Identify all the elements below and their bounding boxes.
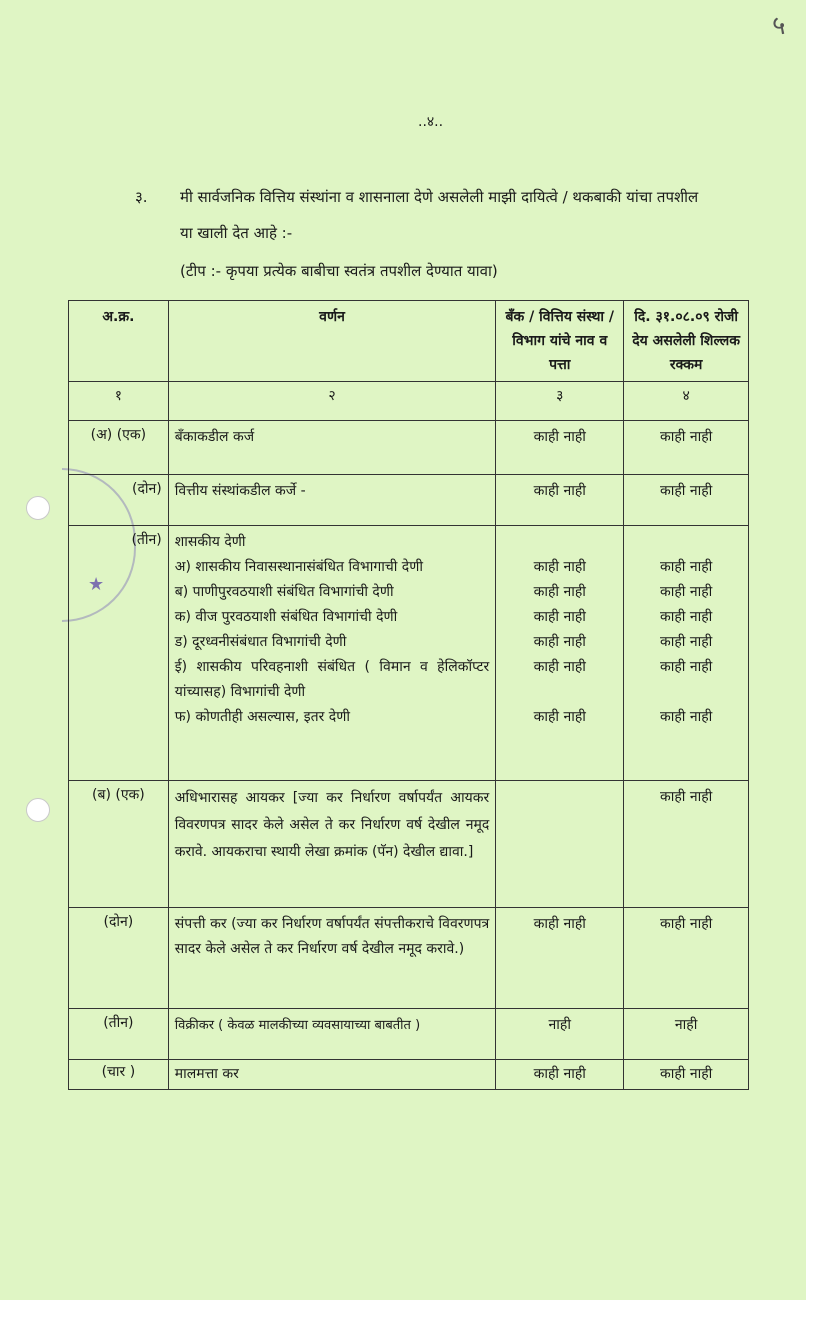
row-description: बँकाकडील कर्ज bbox=[168, 421, 496, 475]
sub-item-value: काही नाही bbox=[533, 634, 586, 650]
liabilities-table bbox=[68, 300, 749, 1090]
header-balance: दि. ३१.०८.०९ रोजी देय असलेली शिल्लक रक्कम bbox=[624, 301, 749, 382]
stamp-star-icon: ★ bbox=[88, 574, 105, 595]
row-col3: काही नाही bbox=[496, 421, 624, 475]
row-description: वित्तीय संस्थांकडील कर्जे - bbox=[168, 475, 496, 526]
sub-item-value: काही नाही bbox=[659, 559, 713, 575]
table-row bbox=[69, 526, 749, 781]
table-row bbox=[69, 421, 749, 475]
row-col4: काही नाही bbox=[624, 1060, 749, 1090]
handwritten-page-number: ५ bbox=[772, 11, 786, 41]
table-row bbox=[69, 1009, 749, 1060]
row-description: संपत्ती कर (ज्या कर निर्धारण वर्षापर्यंत संपत्तीकराचे विवरणपत्र सादर केले असेल ते कर निर्धारण वर्ष देखील नमूद करावे.) bbox=[168, 908, 496, 1009]
punch-hole bbox=[26, 496, 50, 520]
sub-item-value: काही नाही bbox=[533, 659, 586, 675]
paragraph-number: ३. bbox=[135, 188, 148, 206]
row-col4: काही नाही bbox=[624, 475, 749, 526]
row-serial: (ब) (एक) bbox=[69, 781, 169, 908]
column-number: ३ bbox=[496, 382, 624, 421]
paragraph-note: (टीप :- कृपया प्रत्येक बाबीचा स्वतंत्र तपशील देण्यात यावा) bbox=[180, 262, 498, 280]
table-row bbox=[69, 1060, 749, 1090]
row-serial: (तीन) bbox=[69, 1009, 169, 1060]
row-col4: काही नाही bbox=[624, 781, 749, 908]
row-serial: (दोन) bbox=[69, 475, 169, 526]
row-col3 bbox=[496, 781, 624, 908]
table-header-row bbox=[69, 301, 749, 382]
row-col3: काही नाही bbox=[496, 475, 624, 526]
row-col3: नाही bbox=[496, 1009, 624, 1060]
sub-item-value: काही नाही bbox=[533, 709, 586, 725]
header-institution: बँक / वित्तिय संस्था / विभाग यांचे नाव व पत्ता bbox=[496, 301, 624, 382]
row-description: विक्रीकर ( केवळ मालकीच्या व्यवसायाच्या बाबतीत ) bbox=[168, 1009, 496, 1060]
row-col4: काही नाही bbox=[624, 908, 749, 1009]
sub-item-value: काही नाही bbox=[659, 659, 713, 675]
table-row bbox=[69, 781, 749, 908]
header-serial: अ.क्र. bbox=[69, 301, 169, 382]
row-col4: काही नाही bbox=[624, 421, 749, 475]
row-heading: शासकीय देणी bbox=[174, 534, 246, 550]
row-col3 bbox=[496, 526, 624, 781]
sub-item: ब) पाणीपुरवठयाशी संबंधित विभागांची देणी bbox=[174, 584, 394, 600]
row-col3: काही नाही bbox=[496, 1060, 624, 1090]
row-col3: काही नाही bbox=[496, 908, 624, 1009]
table-row bbox=[69, 908, 749, 1009]
paragraph-text-line1: मी सार्वजनिक वित्तिय संस्थांना व शासनाला देणे असलेली माझी दायित्वे / थकबाकी यांचा तपशील bbox=[180, 188, 699, 206]
column-number: ४ bbox=[624, 382, 749, 421]
column-number-row bbox=[69, 382, 749, 421]
sub-item-value: काही नाही bbox=[533, 609, 586, 625]
punch-hole bbox=[26, 798, 50, 822]
sub-item-value: काही नाही bbox=[659, 709, 713, 725]
sub-item: फ) कोणतीही असल्यास, इतर देणी bbox=[174, 709, 350, 725]
page-number: ..४.. bbox=[418, 114, 444, 130]
sub-item-value: काही नाही bbox=[533, 559, 586, 575]
paragraph-text-line2: या खाली देत आहे :- bbox=[180, 224, 293, 242]
sub-item-value: काही नाही bbox=[533, 584, 586, 600]
row-col4 bbox=[624, 526, 749, 781]
row-serial: (तीन) bbox=[69, 526, 169, 781]
sub-item-value: काही नाही bbox=[659, 609, 713, 625]
row-serial: (दोन) bbox=[69, 908, 169, 1009]
sub-item: ड) दूरध्वनीसंबंधात विभागांची देणी bbox=[174, 634, 347, 650]
row-col4: नाही bbox=[624, 1009, 749, 1060]
row-serial: (अ) (एक) bbox=[69, 421, 169, 475]
row-description: अधिभारासह आयकर [ज्या कर निर्धारण वर्षापर्यंत आयकर विवरणपत्र सादर केले असेल ते कर निर्धारण वर्ष देखील नमूद करावे. आयकराचा स्थायी लेखा क्रमांक (पॅन) देखील द्यावा.] bbox=[168, 781, 496, 908]
sub-item: अ) शासकीय निवासस्थानासंबंधित विभागाची देणी bbox=[174, 559, 423, 575]
sub-item-value: काही नाही bbox=[659, 634, 713, 650]
header-description: वर्णन bbox=[168, 301, 496, 382]
row-description: मालमत्ता कर bbox=[168, 1060, 496, 1090]
row-serial: (चार ) bbox=[69, 1060, 169, 1090]
column-number: १ bbox=[69, 382, 169, 421]
sub-item: क) वीज पुरवठयाशी संबंधित विभागांची देणी bbox=[174, 609, 398, 625]
sub-item: ई) शासकीय परिवहनाशी संबंधित ( विमान व हेलिकॉप्टर यांच्यासह) विभागांची देणी bbox=[174, 659, 490, 700]
row-description bbox=[168, 526, 496, 781]
table-row bbox=[69, 475, 749, 526]
sub-item-value: काही नाही bbox=[659, 584, 713, 600]
column-number: २ bbox=[168, 382, 496, 421]
